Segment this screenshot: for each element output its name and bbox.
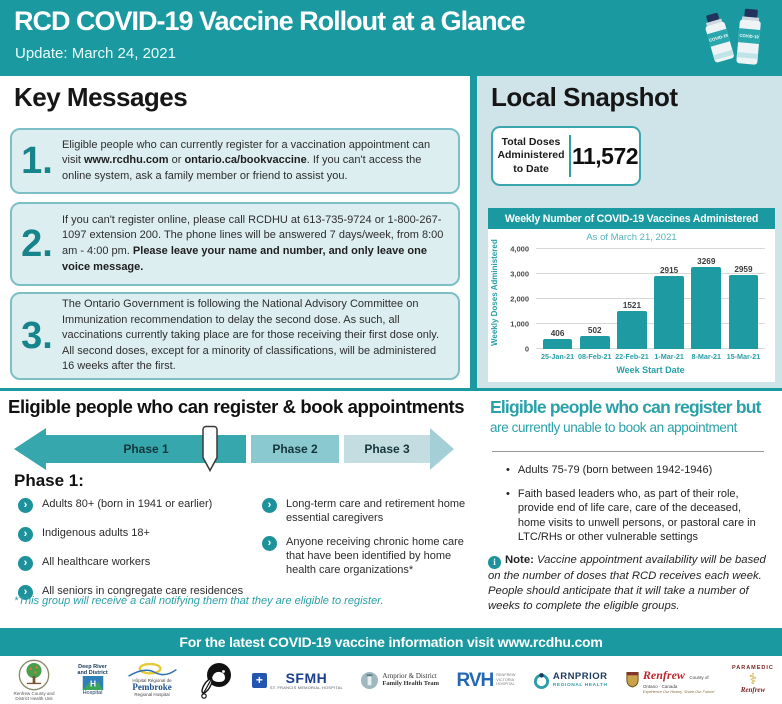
chevron-right-icon: › — [262, 536, 277, 551]
bar-value-label: 2959 — [734, 265, 753, 275]
bar — [580, 336, 610, 349]
page-title: RCD COVID-19 Vaccine Rollout at a Glance — [14, 6, 525, 36]
phase-1-label: Phase 1 — [123, 442, 169, 456]
header-banner — [0, 0, 782, 76]
eligibility-list-col1 — [18, 497, 254, 600]
availability-note — [488, 553, 776, 614]
footer-banner: For the latest COVID-19 vaccine information visit www.rcdhu.com — [0, 628, 782, 656]
bar — [617, 311, 647, 349]
hospital-photo-icon — [82, 676, 104, 690]
list-item: › All healthcare workers — [18, 555, 254, 571]
eligible-register-heading-line1: Eligible people who can register but — [490, 397, 761, 417]
eligible-book-heading: Eligible people who can register & book appointments — [8, 396, 465, 417]
phase-3-segment — [344, 435, 430, 463]
chart-yticks — [500, 244, 532, 354]
message-text: The Ontario Government is following the National Advisory Committee on Immunization recommendation to delay the second dose. As such, all vaccinations currently taking place are for those receiving their first dose only. All second doses, except for a minority of classifications, will be administered 16 weeks after the first. — [62, 297, 440, 373]
bar — [691, 267, 721, 349]
chart-bar — [576, 249, 613, 349]
list-item: › Anyone receiving chronic home care that have been identified by home health care organizations* — [262, 535, 476, 578]
chevron-right-icon: › — [262, 498, 277, 513]
list-item: › Adults 80+ (born in 1941 or earlier) — [18, 497, 254, 513]
bar — [543, 339, 573, 349]
register-bullet-list — [506, 463, 768, 545]
message-card-2 — [10, 202, 460, 286]
chevron-right-icon: › — [18, 527, 33, 542]
crest-icon — [625, 671, 640, 688]
lighthouse-icon — [360, 671, 379, 690]
bullet-icon: • — [506, 464, 510, 476]
total-doses-value: 11,572 — [571, 142, 639, 169]
phase-2-segment — [251, 435, 339, 463]
list-item: • Faith based leaders who, as part of their role, provide end of life care, care of the deceased, home visits to unwell persons, or pastoral care in LTC/RHs or other vulnerable settings — [506, 487, 756, 544]
message-card-1 — [10, 128, 460, 194]
key-messages-heading: Key Messages — [14, 82, 188, 112]
key-messages-section — [0, 76, 470, 388]
chart-x-tick: 08-Feb-21 — [577, 352, 612, 361]
logo-deep-river-hospital: Deep River and District H Hospital — [77, 663, 108, 697]
bullet-icon: • — [506, 487, 510, 500]
chart-plot — [510, 244, 765, 354]
chart-bars — [536, 249, 765, 349]
chart-y-axis-label: Weekly Doses Administered — [490, 239, 499, 347]
chart-x-tick: 22-Feb-21 — [615, 352, 649, 361]
eligibility-list-col2 — [262, 497, 476, 577]
chart-bar — [539, 249, 576, 349]
phase-timeline — [14, 427, 454, 471]
bar-value-label: 406 — [550, 328, 565, 338]
logo-caption: Renfrew County and District Health Unit — [13, 690, 55, 701]
chart-bar — [651, 249, 688, 349]
medical-cross-icon: + — [252, 673, 267, 688]
logo-sfmh: + SFMH ST. FRANCIS MEMORIAL HOSPITAL — [252, 671, 343, 690]
logo-pembroke-regional-hospital: Hôpital Régional de Pembroke Regional Hospital — [125, 663, 179, 697]
list-item: › All seniors in congregate care residences — [18, 584, 254, 600]
logo-paramedic: PARAMEDIC ⚕ Renfrew — [731, 665, 774, 694]
weekly-vaccines-chart — [488, 208, 775, 382]
logo-strip — [0, 656, 782, 704]
vaccine-vials-icon — [696, 3, 770, 73]
chart-y-tick: 1,000 — [510, 319, 529, 329]
chart-x-tick: 1-Mar-21 — [654, 352, 684, 361]
register-footnote: *This group will receive a call notifying them that they are eligible to register. — [14, 595, 384, 607]
note-label: Note: — [505, 554, 534, 566]
bar-value-label: 2915 — [659, 266, 679, 276]
local-snapshot-section — [477, 76, 782, 388]
person-ring-icon — [533, 672, 550, 689]
bear-feather-icon — [196, 660, 234, 700]
chart-y-tick: 0 — [524, 344, 529, 354]
message-card-3 — [10, 292, 460, 380]
phase-2-label: Phase 2 — [272, 442, 318, 456]
tree-logo-icon — [18, 659, 50, 691]
caduceus-icon: ⚕ — [748, 670, 757, 688]
chart-xlabels — [536, 352, 765, 361]
local-snapshot-heading: Local Snapshot — [491, 82, 678, 112]
chart-subtitle: As of March 21, 2021 — [586, 232, 677, 243]
total-doses-label: Total Doses Administered to Date — [497, 136, 565, 175]
note-text: Vaccine appointment availability will be based on the number of doses that RCD receives each week. People should anticipate that it will take a number of weeks to complete the eligible groups. — [488, 554, 766, 613]
website-url: www.rcdhu.com — [84, 154, 169, 167]
chart-bar — [613, 249, 650, 349]
chart-x-tick: 25-Jan-21 — [541, 352, 575, 361]
phase-1-heading: Phase 1: — [14, 471, 84, 490]
svg-text:COVID-19: COVID-19 — [739, 32, 759, 40]
current-position-marker-icon — [202, 425, 218, 473]
swoosh-icon — [125, 663, 179, 678]
update-date: Update: March 24, 2021 — [15, 45, 176, 62]
logo-arnprior-family-health-team: Arnprior & District Family Health Team — [360, 671, 439, 690]
message-number: 1. — [21, 140, 53, 182]
chart-x-tick: 8-Mar-21 — [691, 352, 722, 361]
chart-x-axis-label: Week Start Date — [616, 365, 685, 375]
total-doses-card — [491, 126, 641, 186]
timeline-left-arrowhead-icon — [14, 428, 46, 470]
message-number: 2. — [21, 223, 53, 265]
info-icon: i — [488, 556, 501, 569]
eligibility-section — [0, 391, 782, 628]
logo-algonquin-bear — [196, 660, 234, 700]
list-item: › Indigenous adults 18+ — [18, 526, 254, 542]
heading-divider — [492, 451, 764, 452]
logo-county-of-renfrew: Renfrew County of Ontario · Canada Experience Our History, Share Our Future! — [625, 666, 715, 693]
chart-y-tick: 3,000 — [510, 269, 529, 279]
bar — [654, 276, 684, 349]
website-url: ontario.ca/bookvaccine — [184, 154, 307, 167]
bar-value-label: 1521 — [622, 300, 642, 310]
bar-value-label: 3269 — [697, 257, 716, 267]
logo-rvh: RVH RENFREW VICTORIA HOSPITAL — [456, 669, 516, 691]
svg-text:COVID-19: COVID-19 — [708, 32, 729, 43]
message-text: Eligible people who can currently register for a vaccination appointment can visit www.rcdhu.com or ontario.ca/bookvaccine. If you can't access the online system, ask a family member or friend to assist you. — [62, 138, 431, 182]
bar-value-label: 502 — [587, 326, 602, 336]
timeline-right-arrowhead-icon — [430, 428, 454, 470]
list-item: › Long-term care and retirement home essential caregivers — [262, 497, 476, 526]
chevron-right-icon: › — [18, 498, 33, 513]
eligible-register-heading-line2: are currently unable to book an appointment — [490, 420, 737, 435]
chart-y-tick: 4,000 — [510, 244, 529, 254]
chart-bar — [688, 249, 725, 349]
chart-title: Weekly Number of COVID-19 Vaccines Administered — [488, 208, 775, 229]
chart-y-tick: 2,000 — [510, 294, 529, 304]
vertical-divider — [470, 76, 477, 388]
chart-x-tick: 15-Mar-21 — [726, 352, 761, 361]
message-number: 3. — [21, 315, 53, 357]
chevron-right-icon: › — [18, 585, 33, 600]
bar — [729, 275, 759, 349]
phase-3-label: Phase 3 — [364, 442, 410, 456]
svg-text:H: H — [89, 678, 96, 689]
message-text: If you can't register online, please call RCDHU at 613-735-9724 or 1-800-267-1097 extension 200. The phone lines will be answered 7 days/week, from 8:00 am - 4:00 pm. Please leave your name and number, and only leave one voice message. — [62, 213, 444, 273]
logo-arnprior-regional-health: ARNPRIOR REGIONAL HEALTH — [533, 672, 608, 689]
list-item: • Adults 75-79 (born between 1942-1946) — [506, 464, 713, 476]
chevron-right-icon: › — [18, 556, 33, 571]
chart-bar — [725, 249, 762, 349]
logo-rcdhu — [8, 659, 60, 702]
